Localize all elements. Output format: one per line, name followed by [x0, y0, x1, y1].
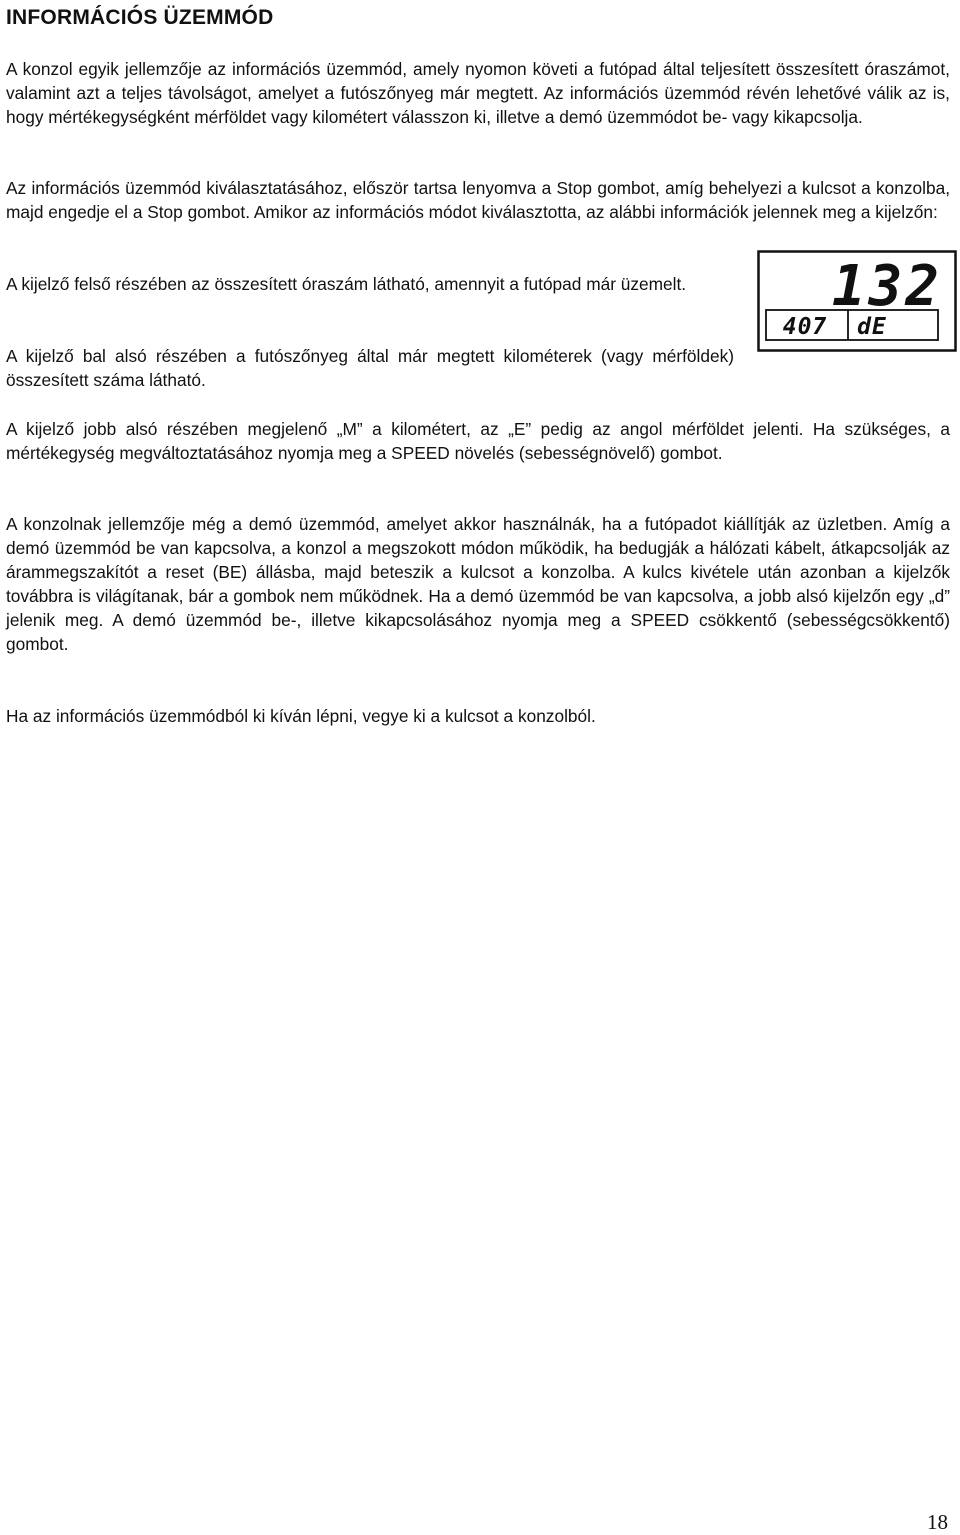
paragraph-distance: A kijelző bal alsó részében a futószőnyeg által már megtett kilométerek (vagy mérföldek) összesített száma látható. — [6, 346, 734, 390]
page-number: 18 — [927, 1510, 948, 1534]
console-display-illustration — [757, 250, 957, 352]
paragraph-intro: A konzol egyik jellemzője az információs üzemmód, amely nyomon követi a futópad által teljesített összesített óraszámot, valamint azt a teljes távolságot, amelyet a futószőnyeg már megtett. Az információs üzemmód révén lehetővé válik az is, hogy mértékegységként mérföldet vagy kilométert válasszon ki, illetve a demó üzemmódot be- vagy kikapcsolja. — [6, 59, 950, 127]
paragraph-units: A kijelző jobb alsó részében megjelenő „M” a kilométert, az „E” pedig az angol mérföldet jelenti. Ha szükséges, a mértékegység megváltoztatásához nyomja meg a SPEED növelés (sebességnövelő) gombot. — [6, 419, 950, 463]
page-title: INFORMÁCIÓS ÜZEMMÓD — [6, 6, 274, 29]
paragraph-exit: Ha az információs üzemmódból ki kíván lépni, vegye ki a kulcsot a konzolból. — [6, 706, 596, 726]
display-top-value: 132 — [831, 254, 943, 319]
display-unit-value: dE — [857, 314, 887, 340]
paragraph-select-mode: Az információs üzemmód kiválasztatásához, először tartsa lenyomva a Stop gombot, amíg behelyezi a kulcsot a konzolba, majd engedje el a Stop gombot. Amikor az információs módot kiválasztotta, az alábbi információk jelennek meg a kijelzőn: — [6, 178, 950, 222]
paragraph-hours: A kijelző felső részében az összesített óraszám látható, amennyit a futópad már üzemelt. — [6, 274, 687, 294]
paragraph-demo-mode: A konzolnak jellemzője még a demó üzemmód, amelyet akkor használnák, ha a futópadot kiállítják az üzletben. Amíg a demó üzemmód be van kapcsolva, a konzol a megszokott módon működik, ha bedugják a hálózati kábelt, átkapcsolják az árammegszakítót a reset (BE) állásba, majd beteszik a kulcsot a konzolba. A kulcs kivétele után azonban a kijelzők továbbra is világítanak, bár a gombok nem működnek. Ha a demó üzemmód be van kapcsolva, a jobb alsó kijelzőn egy „d” jelenik meg. A demó üzemmód be-, illetve kikapcsolásához nyomja meg a SPEED csökkentő (sebességcsökkentő) gombot. — [6, 514, 950, 654]
display-distance-value: 407 — [782, 314, 828, 340]
